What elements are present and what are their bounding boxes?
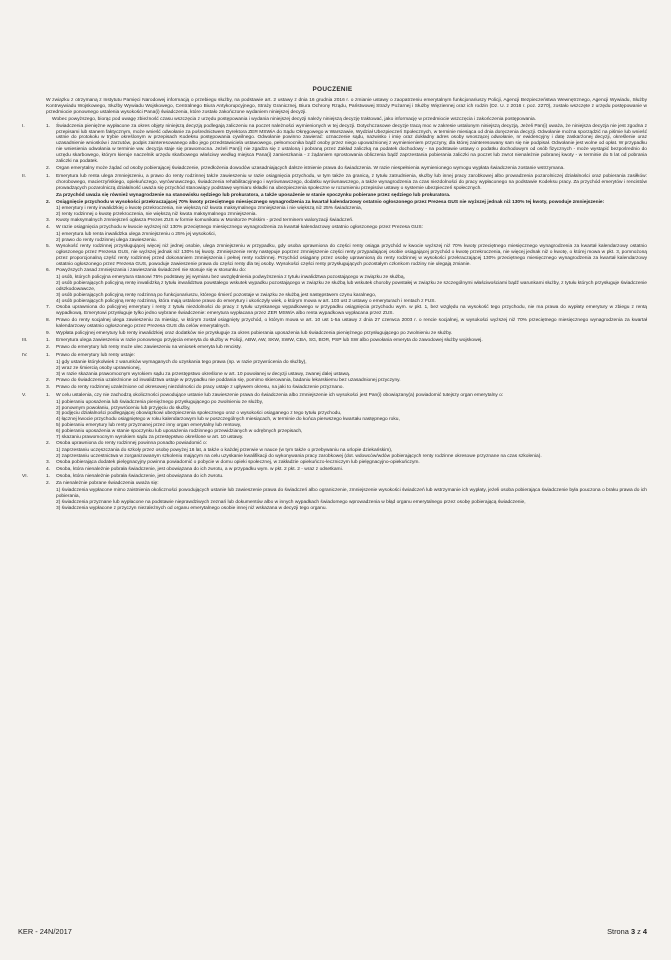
section-body <box>46 174 647 338</box>
numbered-item <box>46 474 647 480</box>
section-body <box>46 393 647 474</box>
section <box>18 353 647 391</box>
section-number: IV. <box>22 353 28 359</box>
section <box>18 124 647 173</box>
section-body <box>46 124 647 173</box>
numbered-item <box>46 124 647 165</box>
numbered-item <box>46 345 647 351</box>
item-number: 3. <box>46 459 51 465</box>
item-text: Prawo do emerytury lub renty ustaje: <box>56 353 135 359</box>
section-body <box>46 474 647 511</box>
item-number: 1. <box>46 123 51 129</box>
sub-item: 2) osób pobierających policyjną rentę inwalidzką z tytułu inwalidztwa powstałego wskutek wypadku pozostającego w związku ze służbą lub wskutek choroby powstałej w związku ze szczególnymi właściwościami bądź warunkami służby, z tytułu których przysługuje świadczenie odszkodowawcze, <box>56 281 647 293</box>
item-number: 8. <box>46 317 51 323</box>
numbered-item <box>46 460 647 466</box>
sub-item: 6) pobieraniu uposażenia w stanie spoczynku lub uposażenia rodzinnego przewidzianych w odrębnych przepisach, <box>56 429 303 435</box>
item-number: 1. <box>46 353 51 359</box>
sub-item: 1) świadczenia wypłacone mimo zaistnienia okoliczności powodujących ustanie lub zawieszenie prawa do świadczeń albo ograniczenie, zmniejszenie wysokości świadczeń lub wstrzymanie ich wypłaty, jeżeli osoba pobierająca świadczenie była pouczona o braku prawa do ich pobierania, <box>56 488 647 500</box>
item-number: 4. <box>46 225 51 231</box>
item-text: Emerytura lub renta ulega zmniejszeniu, a prawo do renty rodzinnej także zawieszeniu w razie osiągnięcia przychodu, w tym także za granicą, z tytułu zatrudnienia, służby lub innej pracy zarobkowej albo prowadzenia pozarolniczej działalności oraz pobierania zasiłków: chorobowego, macierzyńskiego, opiekuńczego, wyrównawczego, świadczenia rehabilitacyjnego i wyrównawczego, dodatku wyrównawczego, a także wynagrodzenia za czas niezdolności do pracy wypłaconego na podstawie Kodeksu pracy. Za przychód emerytów i rencistów prowadzących pozarolniczą działalność uważa się przychód stanowiący podstawę wymiaru składki na ubezpieczenia społeczne w rozumieniu przepisów ustawy o systemie ubezpieczeń społecznych. <box>56 173 647 191</box>
sub-item: 1) pobieraniu uposażenia lub świadczenia pieniężnego przysługującego po zwolnieniu ze służby, <box>56 399 263 405</box>
sub-item: 3) podjęciu działalności podlegającej obowiązkowi ubezpieczenia społecznego oraz o wysokości osiąganego z tego tytułu przychodu, <box>56 411 342 417</box>
sub-item: 1) emerytura lub renta inwalidzka ulega zmniejszeniu o 25% jej wysokości, <box>56 232 216 238</box>
item-text: Kwoty maksymalnych zmniejszeń ogłasza Prezes ZUS w formie komunikatu w Monitorze Polskim - przed terminem waloryzacji świadczeń. <box>56 218 354 224</box>
section <box>18 174 647 338</box>
numbered-item <box>46 200 647 206</box>
numbered-item <box>46 331 647 337</box>
sub-item: 1) emerytury i renty inwalidzkiej o kwotę przekroczenia, nie większą niż kwota maksymalnego zmniejszenia i nie większą niż 25% świadczenia, <box>56 206 363 212</box>
document-body <box>18 98 647 512</box>
numbered-item <box>46 393 647 399</box>
item-text: Za przychód uważa się również wynagrodzenie na stanowisku sędziego lub prokuratora, a także uposażenie w stanie spoczynku pobierane przez sędziego lub prokuratora. <box>56 192 451 198</box>
item-number: 1. <box>46 474 51 480</box>
item-number: 2. <box>46 165 51 171</box>
item-number: 3. <box>46 384 51 390</box>
intro-paragraph: W związku z otrzymaną z Instytutu Pamięci Narodowej informacją o przebiegu służby, na podstawie art. 2 ustawy z dnia 16 grudnia 2016 r. o zmianie ustawy o zaopatrzeniu emerytalnym funkcjonariuszy Policji, Agencji Bezpieczeństwa Wewnętrznego, Agencji Wywiadu, Służby Kontrwywiadu Wojskowego, Służby Wywiadu Wojskowego, Centralnego Biura Antykorupcyjnego, Straży Granicznej, Biura Ochrony Rządu, Państwowej Straży Pożarnej i Służby Więziennej oraz ich rodzin (Dz. U. z 2016 r. poz. 2270), zostało wszczęte z urzędu postępowanie w przedmiocie ponownego ustalenia wysokości Pana(i) świadczenia, które zostało zakończone wydaniem niniejszej decyzji. <box>46 98 647 115</box>
sub-item: 4) łącznej kwocie przychodu osiągniętego w roku kalendarzowym lub w poszczególnych miesiącach, w terminie do końca pierwszego kwartału następnego roku, <box>56 417 400 423</box>
sections-container <box>18 124 647 512</box>
document-code: KER - 24N/2017 <box>18 927 72 936</box>
sub-item: 2) prawo do renty rodzinnej ulega zawieszeniu. <box>56 237 157 243</box>
item-number: 3. <box>46 218 51 224</box>
item-text: Wysokość renty rodzinnej przysługującej więcej niż jednej osobie, ulega zmniejszeniu w przypadku, gdy osoba uprawniona do części renty osiąga przychód w kwocie wyższej niż 70% kwoty przeciętnego miesięcznego wynagrodzenia za kwartał kalendarzowy ostatnio ogłoszonego przez Prezesa GUS, nie wyższej jednak niż 130% tej kwoty. Zmniejszenie renty następuje poprzez zmniejszenie części renty przypadającej osobie osiągającej przychód o kwotę przekroczenia, nie więcej jednak niż o kwotę, o której mowa w pkt. 3, pomnożoną przez proporcjonalną część renty rodzinnej przed dokonaniem zmniejszenia i pełnej renty rodzinnej. Przychód osiągany przez osobę uprawnioną do renty rodzinnej w wysokości przekraczającej 130% przeciętnego miesięcznego wynagrodzenia za kwartał kalendarzowy ostatnio ogłoszonego przez Prezesa GUS, powoduje zawieszenie prawa do części renty dla tej osoby. Wysokości części renty przysługujących pozostałym członkom rodziny nie ulegają zmianie. <box>56 243 647 267</box>
item-number: 7. <box>46 304 51 310</box>
page-total: 4 <box>642 927 647 936</box>
numbered-item <box>46 305 647 317</box>
sub-item: 1) zaprzestaniu uczęszczania do szkoły przez osobę powyżej 16 lat, a także o każdej przerwie w nauce (w tym także o przebywaniu na urlopie dziekańskim), <box>56 447 393 453</box>
page-footer <box>18 927 647 936</box>
numbered-item <box>46 166 647 172</box>
sub-item: 2) ponownym powołaniu, przywróceniu lub przyjęciu do służby, <box>56 405 191 411</box>
item-text: Wypłata policyjnej emerytury lub renty inwalidzkiej oraz dodatków nie przysługuje za okres pobierania uposażenia lub świadczenia pieniężnego przysługującego po zwolnieniu ze służby. <box>56 330 453 336</box>
document-title: POUCZENIE <box>312 86 353 93</box>
item-number: 2. <box>46 440 51 446</box>
numbered-item <box>46 353 647 359</box>
section-number: VI. <box>22 474 28 480</box>
numbered-item <box>46 225 647 231</box>
item-number: 4. <box>46 466 51 472</box>
intro-paragraph: Wobec powyższego, biorąc pod uwagę zbieżność czasu wszczęcia z urzędu postępowania i wydania niniejszej decyzji należy niniejszą decyzję traktować, jako informację w przedmiocie wszczęcia i zakończenia postępowania. <box>52 116 536 122</box>
item-text: Prawo do renty socjalnej ulega zawieszeniu za miesiąc, w którym został osiągnięty przychód, o którym mowa w art. 10 ust 1-5a ustawy z dnia 27 czerwca 2003 r. o rencie socjalnej, w wysokości wyższej niż 70% przeciętnego miesięcznego wynagrodzenia za kwartał kalendarzowy ostatnio ogłoszonego przez Prezesa GUS dla celów emerytalnych. <box>56 317 647 329</box>
page-of: z <box>635 927 643 936</box>
item-text: Osoba pobierająca dodatek pielęgnacyjny powinna powiadomić o pobycie w domu opieki społecznej, w zakładzie opiekuńczo-leczniczym lub pielęgnacyjno-opiekuńczym. <box>56 459 420 465</box>
item-number: 2. <box>46 199 51 205</box>
sub-item: 7) skazaniu prawomocnym wyrokiem sądu za przestępstwo określone w art. 10 ustawy. <box>56 435 244 441</box>
item-number: 2. <box>46 345 51 351</box>
item-number: 9. <box>46 330 51 336</box>
section-number: I. <box>22 123 25 129</box>
sub-item: 2) świadczenia przyznane lub wypłacone na podstawie nieprawdziwych zeznań lub dokumentów albo w innych wypadkach świadomego wprowadzenia w błąd organu emerytalnego przez osobę pobierającą świadczenie, <box>56 500 526 506</box>
sub-item: 1) gdy ustanie którykolwiek z warunków wymaganych do uzyskania tego prawa (np. w razie przywrócenia do służby), <box>56 360 307 366</box>
numbered-item <box>46 385 647 391</box>
item-number: 1. <box>46 392 51 398</box>
item-text: W celu ustalenia, czy nie zachodzą okoliczności powodujące ustanie lub zawieszenie prawa do świadczenia albo zmniejszenie ich wysokości jest Pan(i) obowiązany(a) powiadomić tutejszy organ emerytalny o: <box>56 392 504 398</box>
item-number: 6. <box>46 268 51 274</box>
item-number: 2. <box>46 377 51 383</box>
section-body <box>46 353 647 391</box>
item-number: 1. <box>46 338 51 344</box>
item-text: Prawo do emerytury lub renty może ulec zawieszeniu na wniosek emeryta lub rencisty. <box>56 345 242 351</box>
section <box>18 393 647 474</box>
item-text: Osoba uprawniona do renty rodzinnej powinna ponadto powiadomić o: <box>56 440 208 446</box>
numbered-item <box>46 244 647 268</box>
sub-item: 5) pobieraniu emerytury lub renty przyznanej przez inny organ emerytalny lub rentowy, <box>56 423 242 429</box>
item-text: Osoba, która nienależnie pobrała świadczenie, jest obowiązana do ich zwrotu, a w przypadku wym. w pkt. 2 pkt. 2 - wraz z odsetkami. <box>56 466 343 472</box>
item-number: 1. <box>46 173 51 179</box>
intro-section <box>18 98 647 123</box>
section-number: II. <box>22 173 27 179</box>
item-text: Emerytura ulega zawieszeniu w razie ponownego przyjęcia emeryta do służby w Policji, ABW, AW, SKW, SWW, CBA, SG, BOR, PSP lub SW albo powołania emeryta do zawodowej służby wojskowej. <box>56 338 483 344</box>
numbered-item <box>46 318 647 330</box>
item-text: Powyższych zasad zmniejszania i zawieszania świadczeń nie stosuje się w stosunku do: <box>56 268 247 274</box>
section-number: III. <box>22 338 28 344</box>
page-label: Strona <box>607 927 631 936</box>
sub-item: 3) w razie skazania prawomocnym wyrokiem sądu za przestępstwo określone w art. 10 powołanej w decyzji ustawy, zwanej dalej ustawą. <box>56 371 351 377</box>
section <box>18 474 647 511</box>
item-text: Organ emerytalny może żądać od osoby pobierającej świadczenie, przedłożenia dowodów uzasadniających dalsze istnienie prawa do świadczenia. W razie niespełnienia wymienionego wymogu wypłata świadczenia zostanie wstrzymana. <box>56 165 565 171</box>
sub-item: 3) osób pobierających policyjną rentę rodzinną po funkcjonariuszu, którego śmierć pozostaje w związku ze służbą jest następstwem czynu karalnego, <box>56 293 377 299</box>
sub-item: 2) zaprzestaniu uczestnictwa w zorganizowanym szkoleniu mającym na celu uzyskanie kwalifikacji do wykonywania pracy zarobkowej (dot. wdowców/wdów pobierających renty rodzinne okresowe przyznane na czas szkolenia). <box>56 453 542 459</box>
numbered-item <box>46 193 647 199</box>
numbered-item <box>46 481 647 487</box>
numbered-item <box>46 218 647 224</box>
sub-item: 1) osób, których policyjna emerytura stanowi 75% podstawy jej wymiaru bez uwzględnienia podwyższenia z tytułu inwalidztwa pozostającego w związku ze służbą, <box>56 275 405 281</box>
numbered-item <box>46 268 647 274</box>
numbered-item <box>46 441 647 447</box>
numbered-item <box>46 378 647 384</box>
numbered-item <box>46 338 647 344</box>
item-text: Za nienależnie pobrane świadczenia uważa się: <box>56 481 159 487</box>
item-number <box>46 193 56 199</box>
item-number: 2. <box>46 481 51 487</box>
section-body <box>46 338 647 352</box>
item-text: Prawo do renty rodzinnej uzależnione od okresowej niezdolności do pracy ustaje z upływem okresu, na jaki to świadczenie przyznano. <box>56 384 344 390</box>
sub-item: 2) wraz ze śmiercią osoby uprawnionej, <box>56 366 141 372</box>
item-text: Osiągnięcie przychodu w wysokości przekraczającej 70% kwoty przeciętnego miesięcznego wynagrodzenia za kwartał kalendarzowy ostatnio ogłoszonego przez Prezesa GUS nie wyższej jednak niż 130% tej kwoty, powoduje zmniejszenie: <box>56 199 605 205</box>
page-number <box>607 927 647 936</box>
section <box>18 338 647 352</box>
item-text: Osoba, która nienależnie pobrała świadczenie, jest obowiązana do ich zwrotu. <box>56 474 224 480</box>
sub-item: 4) osób pobierających policyjną rentę rodzinną, która mają ustalone prawo do emerytury i ukończyły wiek, o którym mowa w art. 103 ust 2 ustawy o emeryturach i rentach z FUS. <box>56 299 436 304</box>
item-text: Świadczenia pieniężne wypłacone za okres objęty niniejszą decyzją podlegają zaliczeniu na poczet należności wymienionych w tej decyzji. Dotychczasowe decyzje tracą moc w zakresie ustalonym niniejszą decyzją. Jeżeli Pan(i) uważa, że niniejsza decyzja nie jest zgodna z przepisami lub stanem faktycznym, może wnieść odwołanie za pośrednictwem Dyrektora ZER MSWiA do Sądu Okręgowego w Warszawie, Wydział Ubezpieczeń Społecznych, w terminie miesiąca od dnia doręczenia decyzji. Odwołanie można sporządzić na piśmie lub wnieść ustnie do protokołu w trybie określonym w przepisach Kodeksu postępowania cywilnego. Odwołanie powinno zawierać: oznaczenie sądu, nazwisko i imię oraz dokładny adres osoby wnoszącej odwołanie, nr ewidencyjny i datę zaskarżonej decyzji, określenie oraz uzasadnienie wniosków i zarzutów, podpis zainteresowanego albo jego przedstawiciela ustawowego, pełnomocnika bądź osoby przez niego upoważnionej z wymienieniem przyczyny, dla której zainteresowany sam się nie podpisał. Odwołanie jest wolne od opłat. W przypadku nie wniesienia odwołania w terminie ww. decyzja staje się prawomocna. Jeżeli Pan(i) nie zgadza się z ustaloną i pobraną przez Zakład zaliczką na podatek dochodowy - na podstawie ustawy o podatku dochodowym od osób fizycznych - może wystąpić bezpośrednio do urzędu skarbowego, którym kieruje naczelnik urzędu skarbowego właściwy według miejsca Pana(i) zamieszkania - z żądaniem sprostowania obliczenia bądź zaprzestania pobierania zaliczki na poczet lub zwrot nienależnie pobranej kwoty - w terminie do 5 lat od pobrania zaliczki na podatek. <box>56 123 647 165</box>
sub-item: 3) świadczenia wypłacone z przyczyn niezależnych od organu emerytalnego osobie innej niż wskazana w decyzji tego organu. <box>56 506 327 511</box>
item-text: Osoba uprawniona do policyjnej emerytury i renty z tytułu niezdolności do pracy z tytułu uzyskanego wypadkowego w przypadku osiągnięcia przychodu wym. w pkt. 1, bez względu na wysokość tego przychodu, nie ma prawa do wypłaty emerytury w zbiegu z rentą wypadkową. Emerytowi przysługuje tylko jedno wybrane świadczenie: emerytura wypłacana przez ZER MSWiA albo renta wypadkowa wypłacana przez ZUS. <box>56 304 647 316</box>
item-number: 5. <box>46 243 51 249</box>
page-current: 3 <box>630 927 636 936</box>
numbered-item <box>46 467 647 473</box>
item-text: Prawo do świadczenia uzależnione od inwalidztwa ustaje w przypadku nie poddania się, pomimo skierowania, badaniu lekarskiemu bez uzasadnionej przyczyny. <box>56 377 401 383</box>
sub-item: 2) renty rodzinnej o kwotę przekroczenia, nie większą niż kwota maksymalnego zmniejszenia. <box>56 212 257 218</box>
item-text: W razie osiągnięcia przychodu w kwocie wyższej niż 130% przeciętnego miesięcznego wynagrodzenia za kwartał kalendarzowy ostatnio ogłoszonego przez Prezesa GUS: <box>56 225 423 231</box>
numbered-item <box>46 174 647 192</box>
section-number: V. <box>22 392 27 398</box>
